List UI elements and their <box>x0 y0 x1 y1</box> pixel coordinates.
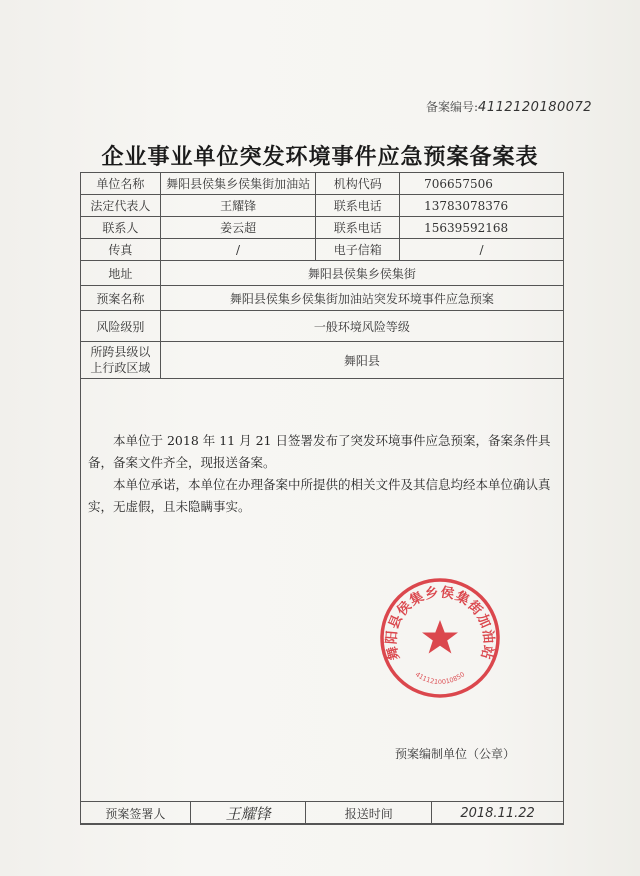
table-row <box>81 342 564 379</box>
signoff-table <box>80 801 564 825</box>
table-row <box>81 261 564 286</box>
contact-phone-value: 15639592168 <box>400 217 564 239</box>
official-seal-stamp <box>378 576 502 700</box>
table-row <box>81 173 564 195</box>
region-label-line2: 上行政区域 <box>90 361 151 375</box>
legal-rep-label: 法定代表人 <box>81 195 161 217</box>
legal-phone-value: 13783078376 <box>400 195 564 217</box>
date-label: 报送时间 <box>306 802 432 825</box>
org-code-label: 机构代码 <box>316 173 400 195</box>
info-table <box>80 172 564 379</box>
table-row <box>81 239 564 261</box>
legal-rep-value: 王耀锋 <box>160 195 316 217</box>
risk-level-value: 一般环境风险等级 <box>160 311 563 342</box>
contact-value: 姜云超 <box>160 217 316 239</box>
filing-number <box>426 98 592 115</box>
contact-label: 联系人 <box>81 217 161 239</box>
statement-paragraph-2: 本单位承诺，本单位在办理备案中所提供的相关文件及其信息均经本单位确认真实，无虚假，且未隐瞒事实。 <box>88 477 551 514</box>
filing-number-value: 4112120180072 <box>478 100 593 115</box>
statement <box>88 430 558 518</box>
unit-name-value: 舞阳县侯集乡侯集街加油站 <box>160 173 316 195</box>
signer-label: 预案签署人 <box>81 802 191 825</box>
contact-phone-label: 联系电话 <box>316 217 400 239</box>
seal-star-icon <box>422 620 458 654</box>
table-row <box>81 217 564 239</box>
plan-name-value: 舞阳县侯集乡侯集街加油站突发环境事件应急预案 <box>160 286 563 311</box>
region-value: 舞阳县 <box>160 342 563 379</box>
table-row <box>81 286 564 311</box>
region-label <box>81 342 161 379</box>
seal-number: 4111210010850 <box>413 670 467 686</box>
fax-value: / <box>160 239 316 261</box>
date-value: 2018.11.22 <box>432 802 564 825</box>
seal-text: 舞阳县侯集乡侯集街加油站 <box>383 584 497 662</box>
table-row <box>81 311 564 342</box>
region-label-line1: 所跨县级以 <box>90 345 151 359</box>
unit-name-label: 单位名称 <box>81 173 161 195</box>
address-label: 地址 <box>81 261 161 286</box>
statement-paragraph-1: 本单位于 2018 年 11 月 21 日签署发布了突发环境事件应急预案，备案条件具备，备案文件齐全，现报送备案。 <box>88 433 551 470</box>
plan-name-label: 预案名称 <box>81 286 161 311</box>
fax-label: 传真 <box>81 239 161 261</box>
signer-signature: 王耀锋 <box>190 802 306 825</box>
filing-number-label: 备案编号: <box>426 100 479 114</box>
document-title: 企业事业单位突发环境事件应急预案备案表 <box>101 144 539 170</box>
seal-label: 预案编制单位（公章） <box>395 747 516 761</box>
svg-text:4111210010850 <box>414 670 466 686</box>
email-value: / <box>400 239 564 261</box>
risk-level-label: 风险级别 <box>81 311 161 342</box>
address-value: 舞阳县侯集乡侯集街 <box>160 261 563 286</box>
org-code-value: 706657506 <box>400 173 564 195</box>
table-row <box>81 802 564 825</box>
email-label: 电子信箱 <box>316 239 400 261</box>
table-row <box>81 195 564 217</box>
legal-phone-label: 联系电话 <box>316 195 400 217</box>
